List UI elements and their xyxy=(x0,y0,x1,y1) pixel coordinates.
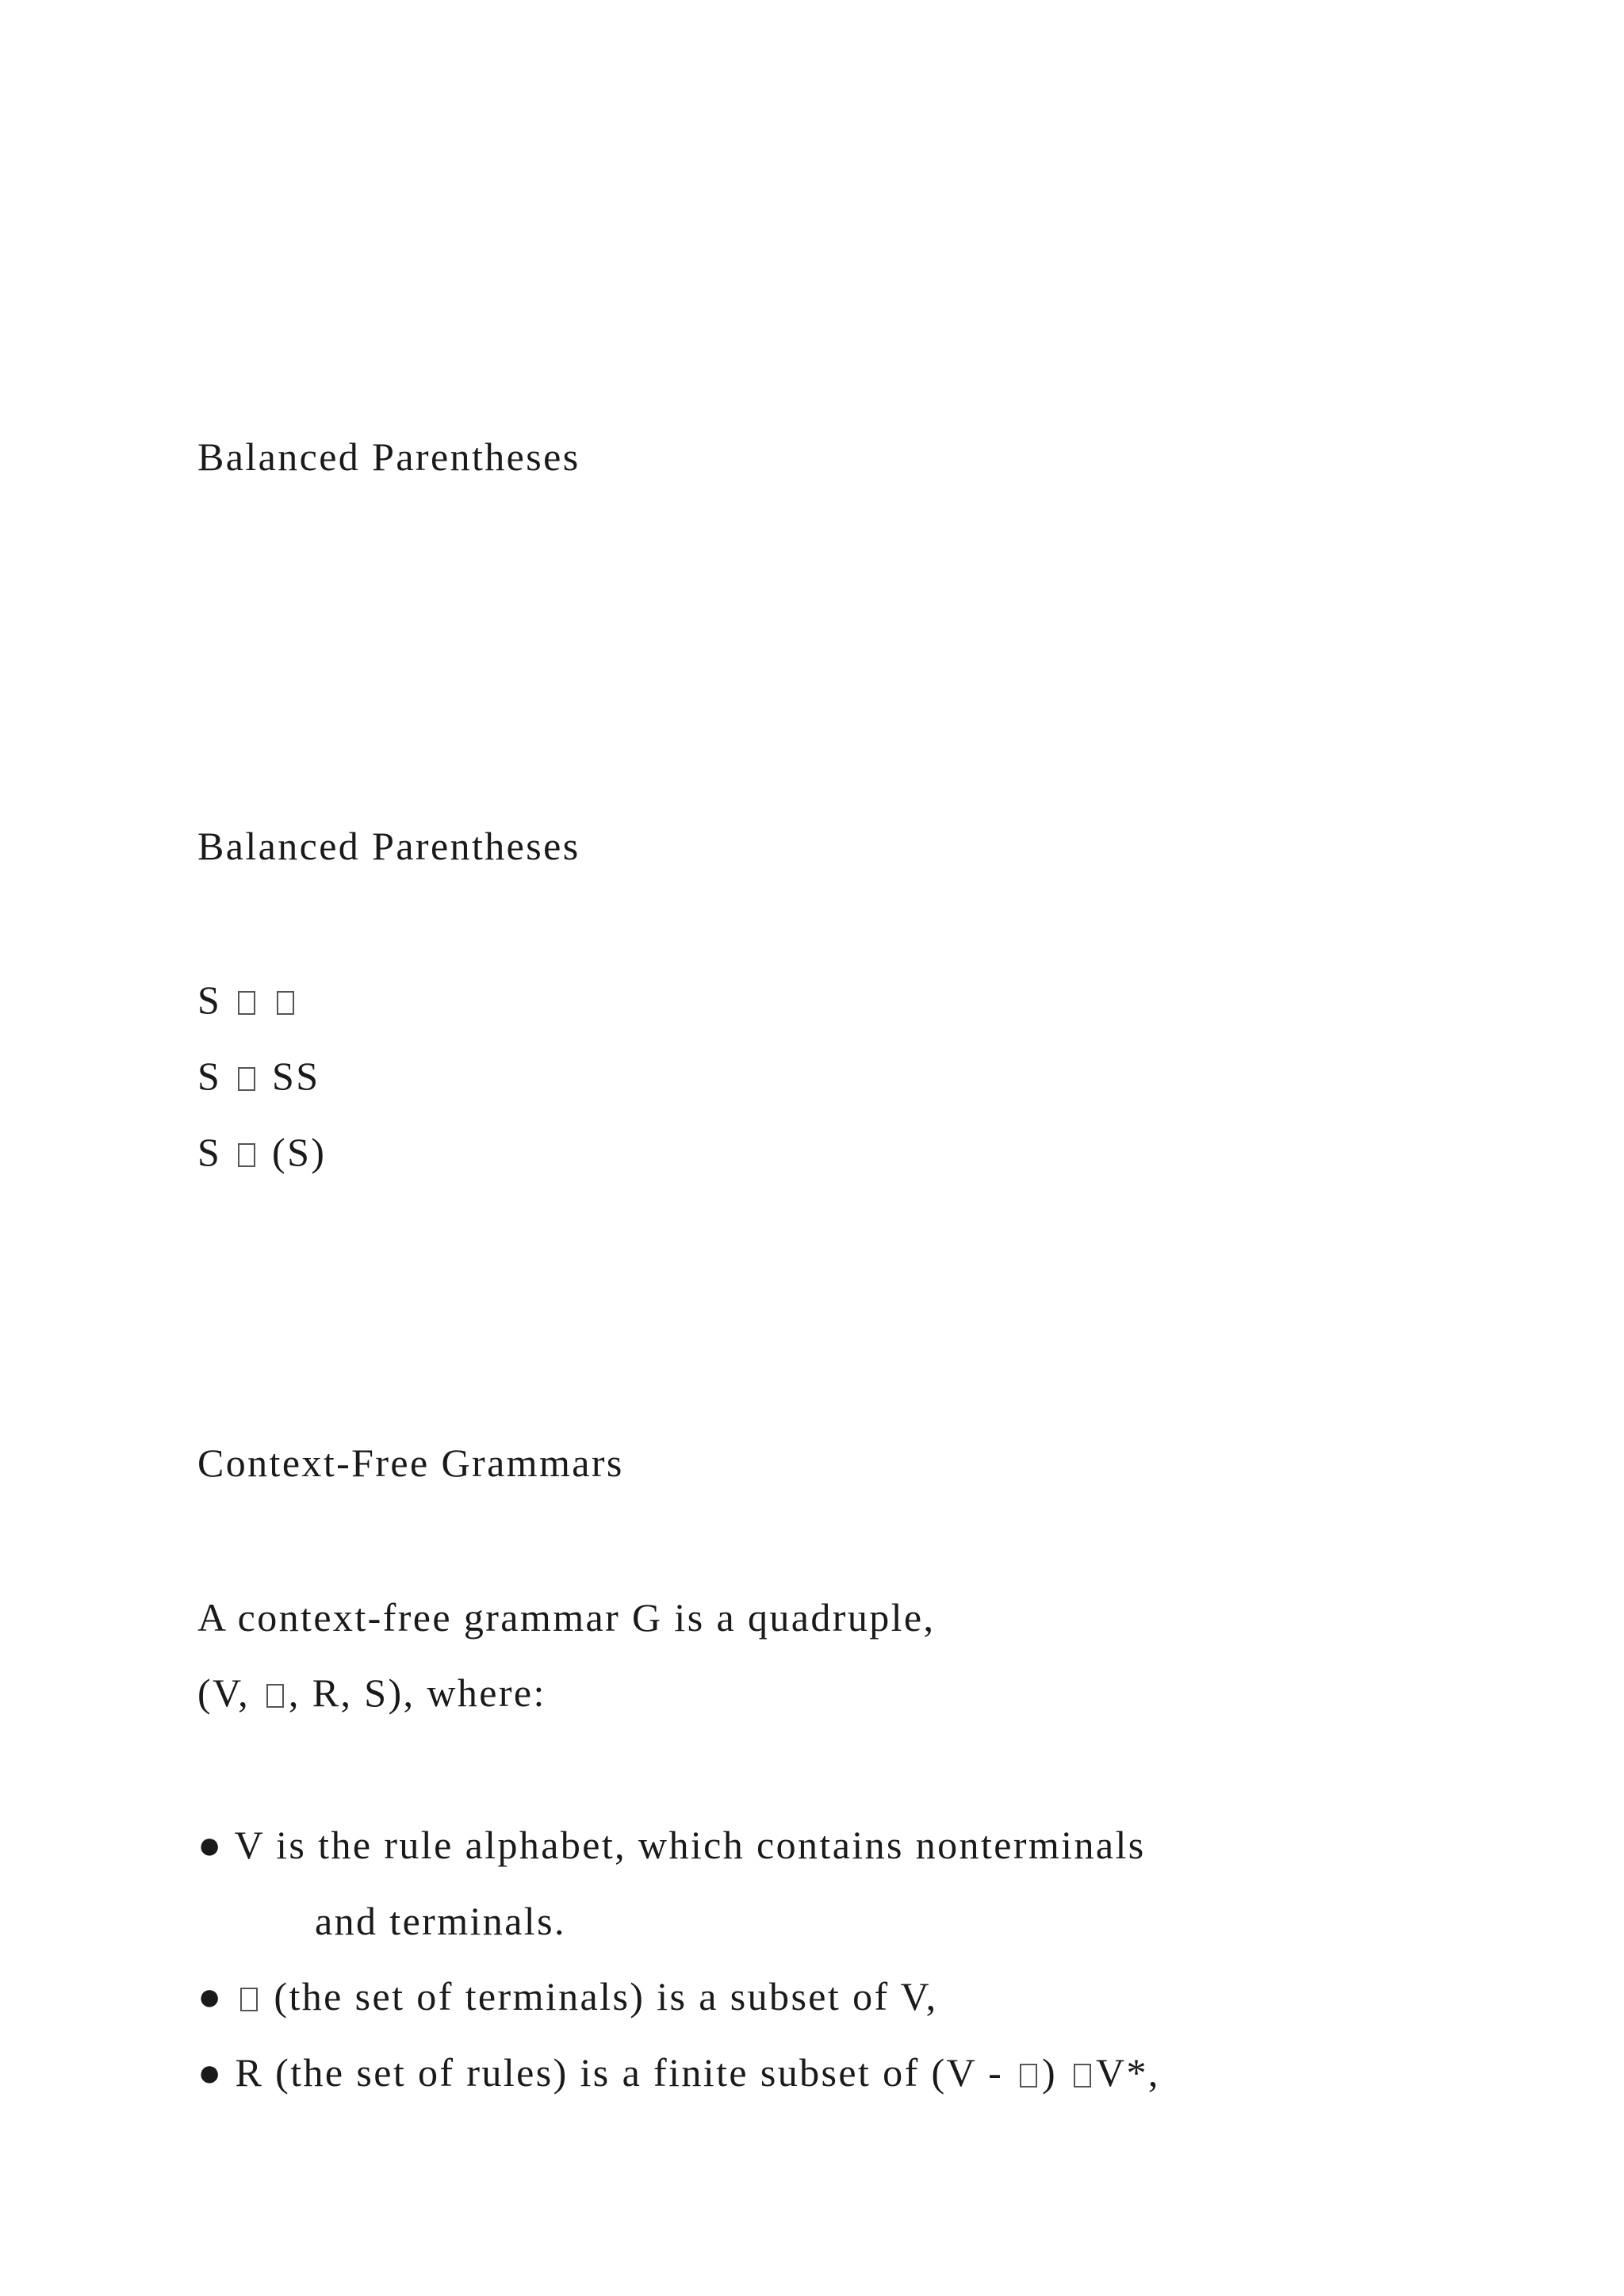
rule-rhs: SS xyxy=(272,1054,320,1098)
bullet-2: ● (the set of terminals) is a subset of V, xyxy=(197,1974,938,2019)
heading-balanced-parentheses-2: Balanced Parentheses xyxy=(197,824,580,868)
sigma-glyph-icon xyxy=(266,1684,284,1708)
definition-line-2: (V, , R, S), where: xyxy=(197,1670,546,1715)
grammar-rule-3 xyxy=(197,1132,326,1172)
sigma-glyph-icon xyxy=(1020,2064,1037,2087)
epsilon-glyph-icon xyxy=(277,991,294,1015)
arrow-glyph-icon xyxy=(238,1143,255,1167)
rule-lhs: S xyxy=(197,1130,222,1174)
definition-line-1: A context-free grammar G is a quadruple, xyxy=(197,1595,936,1640)
arrow-glyph-icon xyxy=(238,1067,255,1091)
bullet-1-line-2: and terminals. xyxy=(315,1899,566,1943)
heading-balanced-parentheses-1: Balanced Parentheses xyxy=(197,434,580,479)
heading-context-free-grammars: Context-Free Grammars xyxy=(197,1441,624,1485)
sigma-glyph-icon xyxy=(240,1988,258,2011)
cross-product-glyph-icon xyxy=(1074,2064,1091,2087)
grammar-rule-2 xyxy=(197,1056,320,1096)
grammar-rule-1 xyxy=(197,980,299,1020)
arrow-glyph-icon xyxy=(238,991,255,1015)
bullet-3: ● R (the set of rules) is a finite subset of (V - ) V*, xyxy=(197,2050,1160,2095)
rule-lhs: S xyxy=(197,978,222,1022)
rule-rhs: (S) xyxy=(272,1130,327,1174)
rule-lhs: S xyxy=(197,1054,222,1098)
bullet-1-line-1: ● V is the rule alphabet, which contains nonterminals xyxy=(197,1823,1146,1867)
